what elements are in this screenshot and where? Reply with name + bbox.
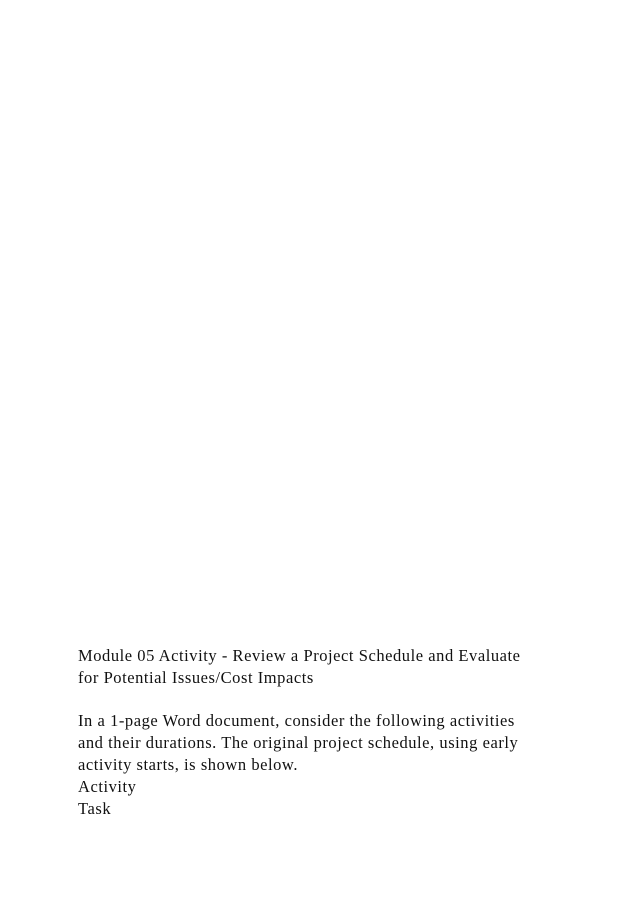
table-header-task: Task xyxy=(78,798,112,818)
title-line-1: Module 05 Activity - Review a Project Schedule and Evaluate xyxy=(78,646,521,665)
body-line-1: In a 1-page Word document, consider the following activities xyxy=(78,711,515,731)
title-line-2: for Potential Issues/Cost Impacts xyxy=(78,667,314,687)
body-line-3: activity starts, is shown below. xyxy=(78,754,299,774)
body-line-2: and their durations. The original project schedule, using early xyxy=(78,733,519,753)
paragraph-gap xyxy=(78,689,558,711)
document-text xyxy=(78,645,558,819)
table-header-activity: Activity xyxy=(78,776,137,796)
